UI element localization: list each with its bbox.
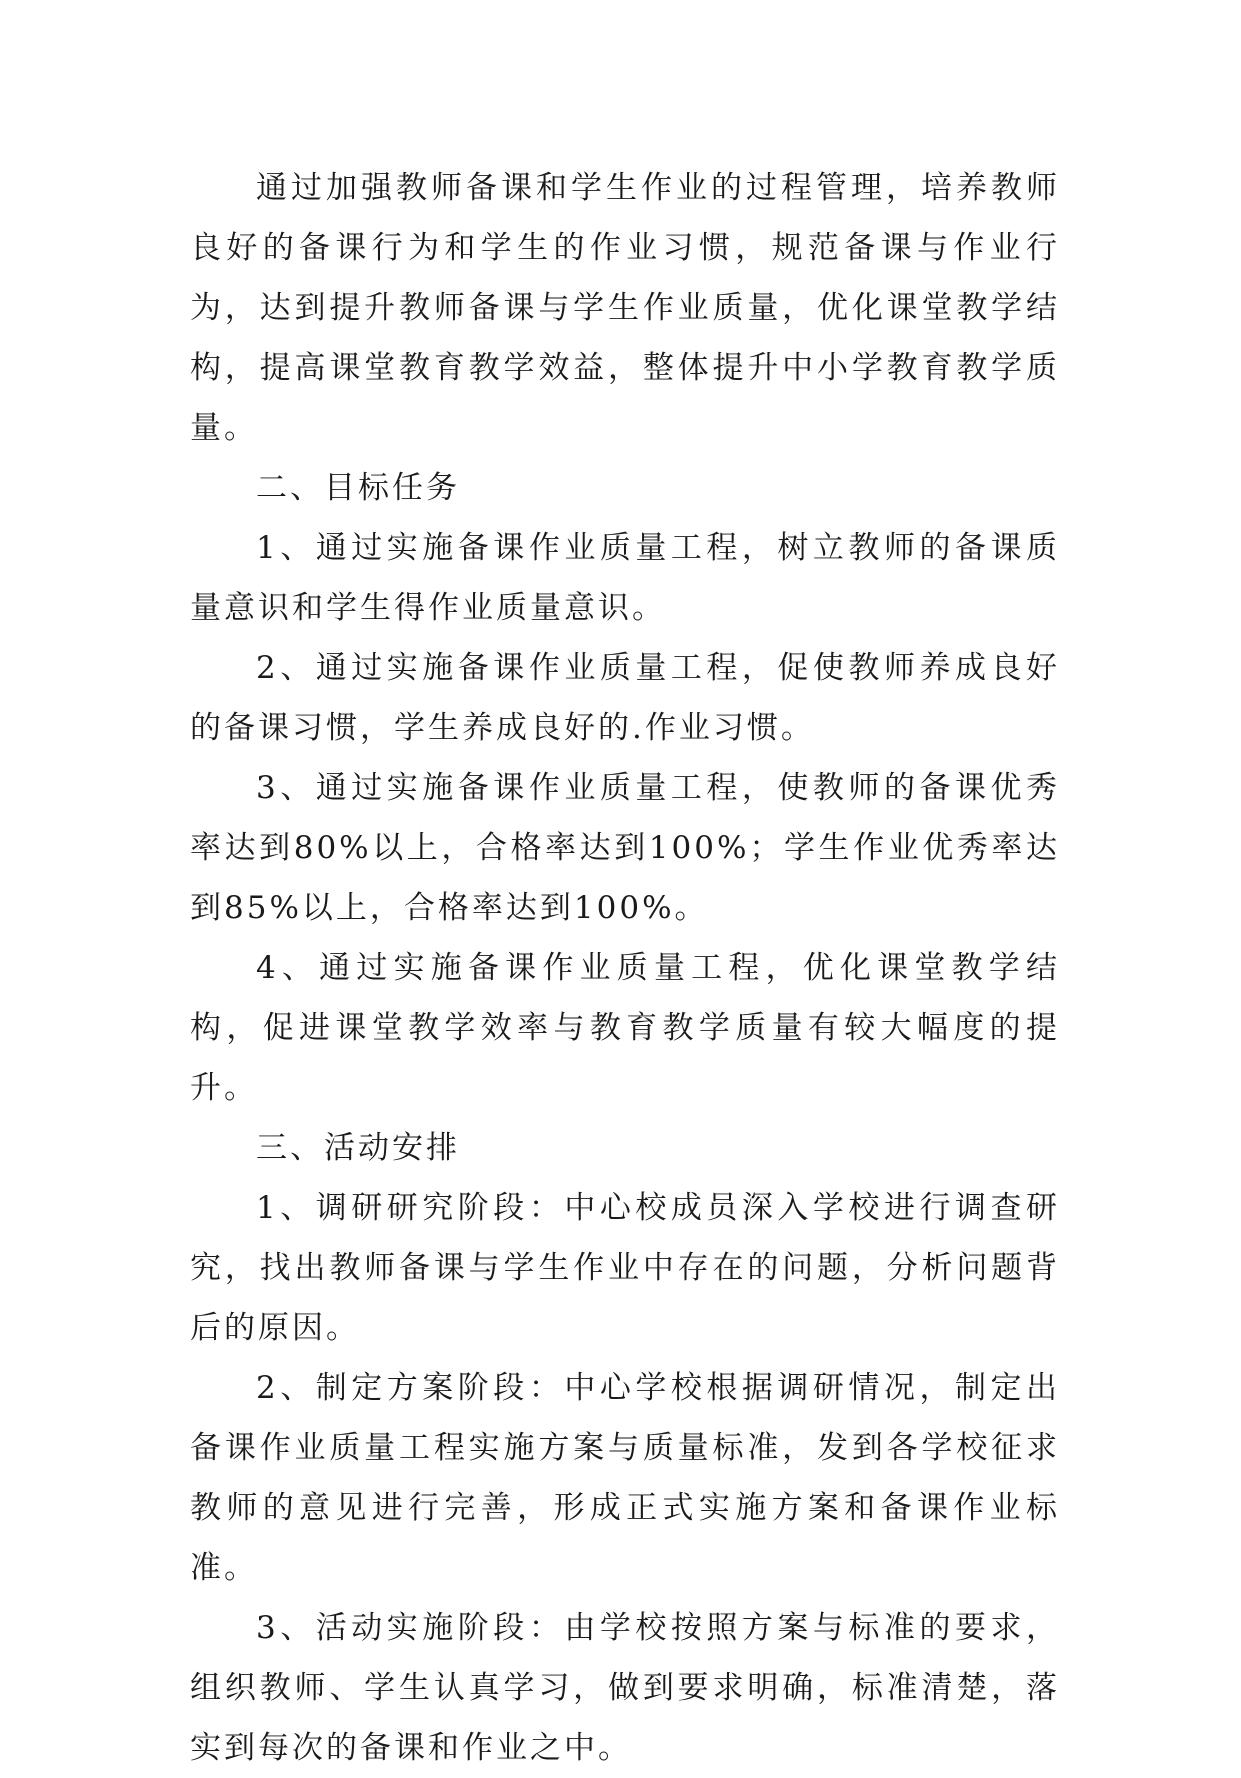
goal-item-1: 1、通过实施备课作业质量工程，树立教师的备课质量意识和学生得作业质量意识。: [190, 530, 1060, 626]
activity-item-2: 2、制定方案阶段：中心学校根据调研情况，制定出备课作业质量工程实施方案与质量标准，发到各学校征求教师的意见进行完善，形成正式实施方案和备课作业标准。: [190, 1370, 1060, 1586]
goal-item-4: 4、通过实施备课作业质量工程，优化课堂教学结构，促进课堂教学效率与教育教学质量有较大幅度的提升。: [190, 950, 1060, 1106]
section-heading-goals: 二、目标任务: [256, 470, 460, 506]
activity-item-3: 3、活动实施阶段：由学校按照方案与标准的要求，组织教师、学生认真学习，做到要求明确，标准清楚，落实到每次的备课和作业之中。: [190, 1610, 1060, 1766]
document-body: [190, 158, 1060, 1778]
activity-item-1: 1、调研研究阶段：中心校成员深入学校进行调查研究，找出教师备课与学生作业中存在的问题，分析问题背后的原因。: [190, 1190, 1060, 1346]
goal-item-2: 2、通过实施备课作业质量工程，促使教师养成良好的备课习惯，学生养成良好的.作业习惯。: [190, 650, 1060, 746]
intro-paragraph: 通过加强教师备课和学生作业的过程管理，培养教师良好的备课行为和学生的作业习惯，规范备课与作业行为，达到提升教师备课与学生作业质量，优化课堂教学结构，提高课堂教育教学效益，整体提升中小学教育教学质量。: [190, 170, 1060, 446]
section-heading-activities: 三、活动安排: [256, 1130, 460, 1166]
goal-item-3: 3、通过实施备课作业质量工程，使教师的备课优秀率达到80%以上，合格率达到100%；学生作业优秀率达到85%以上，合格率达到100%。: [190, 770, 1060, 926]
